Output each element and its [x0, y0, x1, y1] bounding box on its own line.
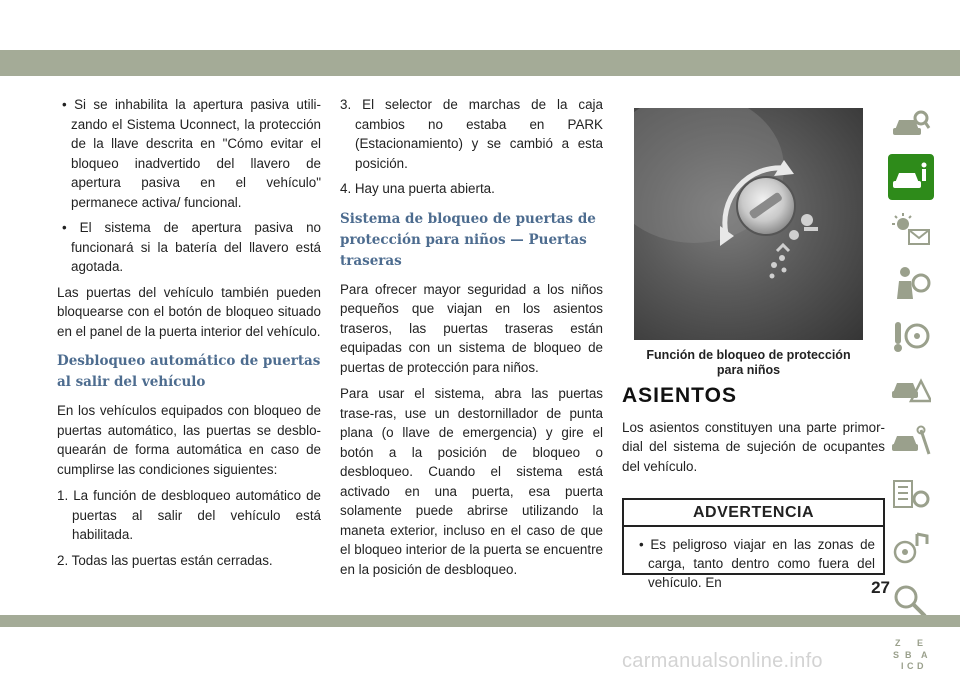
svg-text:A: A — [921, 650, 928, 660]
paragraph-seats: Los asientos constituyen una parte primor-dial del sistema de sujeción de ocupantes del vehículo. — [622, 419, 885, 474]
warning-title: ADVERTENCIA — [624, 500, 883, 527]
top-band — [0, 50, 960, 76]
warning-bullet: • Es peligroso viajar en las zonas de carga, tanto dentro como fuera del vehículo. En — [639, 537, 875, 590]
child-lock-knob-illustration — [634, 108, 863, 340]
bullet-battery-depleted: • El sistema de apertura pasiva no funcionará si la batería del llavero está agotada. — [62, 220, 321, 274]
airbag-person-icon — [891, 265, 931, 301]
column-1 — [57, 95, 321, 576]
photo-caption: Función de bloqueo de protección para niños — [646, 348, 851, 377]
paragraph-lock-button: Las puertas del vehículo también pueden bloquearse con el botón de bloqueo situado en el panel de la puerta interior del vehículo. — [57, 284, 321, 339]
checklist-gear-icon — [891, 477, 931, 513]
warning-box — [622, 498, 885, 590]
car-search-icon — [891, 106, 931, 142]
tab-airbag[interactable] — [888, 260, 934, 306]
paragraph-child-lock-intro: Para ofrecer mayor seguridad a los niños pequeños que viajan en los asientos traseros, las puertas traseras están equipadas con un sistema de bloqueo de puertas de protección para niños. — [340, 281, 603, 375]
child-lock-photo — [634, 108, 863, 340]
car-info-icon — [891, 159, 931, 195]
car-wrench-icon — [891, 424, 931, 460]
bullet-passive-entry-disabled: • Si se inhabilita la apertura pasiva utili-zando el Sistema Uconnect, la protección de la llave descrita en "Cómo evitar el bloqueo inadvertido del llavero de apertura pasiva en el vehículo" permanece activa/ funcional. — [62, 97, 321, 210]
tab-multimedia[interactable] — [888, 525, 934, 571]
tab-index[interactable] — [888, 631, 934, 677]
column-3 — [622, 95, 885, 590]
paragraph-auto-unlock: En los vehículos equipados con bloqueo de puertas automático, las puertas se desblo-quearán de forma automática en caso de cumplirse las condiciones siguientes: — [57, 403, 321, 477]
watermark: carmanualsonline.info — [622, 650, 823, 672]
bottom-band — [0, 615, 960, 627]
steering-wheel-icon — [891, 318, 931, 354]
car-warning-icon — [891, 371, 931, 407]
warning-lights-message-icon — [891, 212, 931, 248]
svg-text:B: B — [905, 650, 912, 660]
section-title-asientos: ASIENTOS — [622, 384, 737, 407]
svg-text:C: C — [907, 661, 914, 671]
tab-warning-lights[interactable] — [888, 207, 934, 253]
list-item-4: 4. Hay una puerta abierta. — [340, 181, 495, 196]
svg-text:D: D — [917, 661, 924, 671]
tab-car-warning[interactable] — [888, 366, 934, 412]
heading-auto-unlock: Desbloqueo automático de puertas al salir del vehículo — [57, 353, 321, 390]
svg-text:I: I — [901, 661, 904, 671]
magnifier-icon — [891, 583, 931, 619]
svg-text:Z: Z — [895, 638, 901, 648]
heading-child-lock: Sistema de bloqueo de puertas de protección para niños — Puertas traseras — [340, 210, 596, 269]
svg-text:E: E — [917, 638, 924, 648]
multimedia-icon — [891, 530, 931, 566]
list-item-1: 1. La función de desbloqueo automático de puertas al salir del vehículo está habilitada. — [57, 488, 321, 542]
alphabet-index-icon — [891, 636, 931, 672]
svg-text:S: S — [893, 650, 900, 660]
tab-car-search[interactable] — [888, 101, 934, 147]
tab-car-info[interactable] — [888, 154, 934, 200]
list-item-2: 2. Todas las puertas están cerradas. — [57, 552, 273, 568]
tab-checklist[interactable] — [888, 472, 934, 518]
tab-car-maintenance[interactable] — [888, 419, 934, 465]
paragraph-child-lock-usage: Para usar el sistema, abra las puertas trase-ras, use un destornillador de punta plana (o llave de emergencia) y gire el botón a la posición de bloqueo o desbloqueo. Cuando el sistema está activado en una puerta, esa puerta solamente puede abrirse utilizando la maneta exterior, incluso en el caso de que el bloqueo interior de la puerta se encuentre en la posición de desbloqueo. — [340, 386, 603, 577]
tab-steering[interactable] — [888, 313, 934, 359]
list-item-3: 3. El selector de marchas de la caja cambios no estaba en PARK (Estacionamiento) y se cambió a esta posición. — [340, 97, 603, 171]
column-2 — [340, 95, 603, 586]
page-number: 27 — [871, 578, 890, 597]
chapter-tabs — [888, 101, 938, 684]
